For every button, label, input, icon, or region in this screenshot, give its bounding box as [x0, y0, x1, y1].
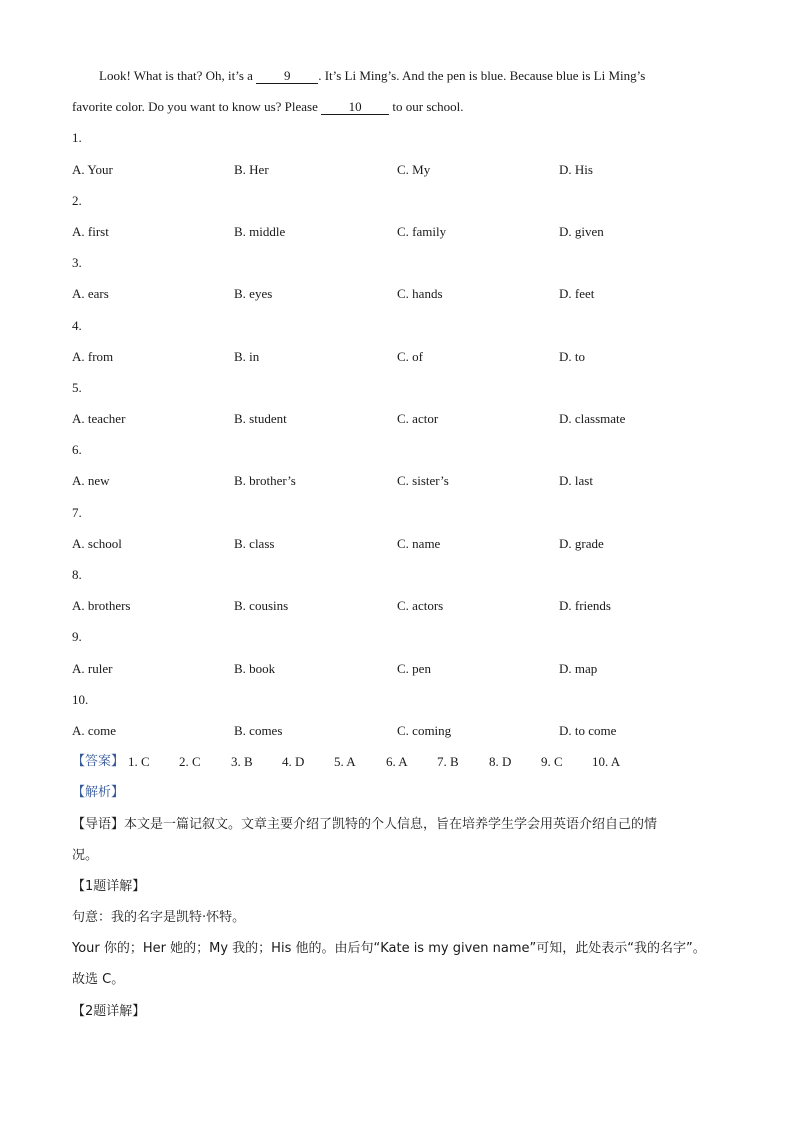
option-a: A. first [72, 223, 109, 239]
question-number: 6. [72, 442, 82, 458]
option-c: C. hands [397, 286, 443, 302]
question-number: 2. [72, 192, 82, 208]
option-b: B. cousins [234, 598, 289, 614]
option-row [72, 715, 722, 746]
option-d: D. to come [559, 722, 617, 738]
answer-item: 5. A [334, 754, 356, 770]
option-a: A. ears [72, 286, 109, 302]
answer-item: 6. A [386, 754, 408, 770]
answer-item: 4. D [282, 754, 305, 770]
answer-item: 8. D [489, 754, 512, 770]
option-c: C. pen [397, 660, 431, 676]
answer-item: 9. C [541, 754, 563, 770]
option-a: A. Your [72, 161, 113, 177]
detail-1-meaning: 句意：我的名字是凯特·怀特。 [72, 910, 246, 926]
option-d: D. given [559, 223, 604, 239]
question-number: 8. [72, 567, 82, 582]
option-b: B. class [234, 535, 275, 551]
option-b: B. Her [234, 161, 269, 177]
option-a: A. teacher [72, 411, 126, 427]
option-row [72, 590, 722, 621]
option-row [72, 278, 722, 309]
question-number: 3. [72, 255, 82, 271]
passage-text: favorite color. Do you want to know us? Please [72, 99, 322, 115]
answer-item: 1. C [128, 754, 150, 770]
option-b: B. book [234, 660, 276, 676]
option-a: A. school [72, 535, 122, 551]
option-b: B. brother’s [234, 473, 296, 489]
option-d: D. to [559, 348, 585, 364]
option-row [72, 653, 722, 684]
answer-item: 7. B [437, 754, 459, 770]
option-row [72, 528, 722, 559]
option-a: A. from [72, 348, 114, 364]
option-c: C. My [397, 161, 431, 177]
option-row [72, 216, 722, 247]
analysis-label: 【解析】 [72, 785, 125, 801]
option-row [72, 341, 722, 372]
detail-2-heading: 【2题详解】 [72, 1003, 146, 1019]
question-list [72, 122, 722, 746]
answer-item: 10. A [592, 754, 621, 770]
option-d: D. map [559, 660, 598, 676]
option-a: A. new [72, 473, 110, 489]
option-c: C. name [397, 535, 441, 551]
option-d: D. friends [559, 598, 611, 614]
option-row [72, 403, 722, 434]
question-number: 10. [72, 691, 89, 707]
option-b: B. comes [234, 722, 283, 738]
option-b: B. student [234, 411, 287, 427]
blank-10: 10 [321, 100, 389, 115]
option-c: C. family [397, 223, 447, 239]
exam-page [72, 60, 722, 1027]
answer-label: 【答案】 [72, 754, 125, 770]
question-number: 9. [72, 629, 82, 645]
option-c: C. actor [397, 411, 439, 427]
option-a: A. brothers [72, 598, 131, 614]
detail-1-heading: 【1题详解】 [72, 878, 146, 894]
passage-text: Look! What is that? Oh, it’s a [99, 68, 257, 83]
option-d: D. feet [559, 286, 595, 302]
option-a: A. come [72, 722, 117, 738]
question-number: 1. [72, 130, 82, 146]
option-row [72, 465, 722, 496]
detail-1-explain: Your 你的；Her 她的；My 我的；His 他的。由后句“Kate is my given name”可知，此处表示“我的名字”。 [72, 941, 706, 957]
answer-row [72, 746, 722, 777]
guide-line-1: 【导语】本文是一篇记叙文。文章主要介绍了凯特的个人信息，旨在培养学生学会用英语介绍自己的情 [72, 816, 658, 832]
option-a: A. ruler [72, 660, 113, 676]
detail-1-choice: 故选 C。 [72, 972, 125, 988]
option-d: D. His [559, 161, 593, 177]
option-c: C. actors [397, 598, 444, 614]
question-number: 7. [72, 504, 82, 520]
option-c: C. coming [397, 722, 452, 738]
answer-item: 2. C [179, 754, 201, 770]
option-b: B. middle [234, 223, 286, 239]
passage-text: to our school. [389, 99, 464, 115]
option-b: B. eyes [234, 286, 273, 302]
passage-text: . It’s Li Ming’s. And the pen is blue. Because blue is Li Ming’s [318, 68, 646, 83]
guide-line-2: 况。 [72, 847, 99, 863]
option-d: D. grade [559, 535, 604, 551]
option-c: C. of [397, 348, 423, 364]
passage-line-1 [72, 60, 722, 91]
answer-item: 3. B [231, 754, 253, 770]
option-b: B. in [234, 348, 260, 364]
option-d: D. classmate [559, 411, 626, 427]
option-c: C. sister’s [397, 473, 449, 489]
option-d: D. last [559, 473, 593, 489]
question-number: 5. [72, 379, 82, 395]
question-number: 4. [72, 317, 82, 333]
option-row [72, 154, 722, 185]
passage-line-2 [72, 91, 722, 122]
blank-9: 9 [256, 69, 318, 84]
